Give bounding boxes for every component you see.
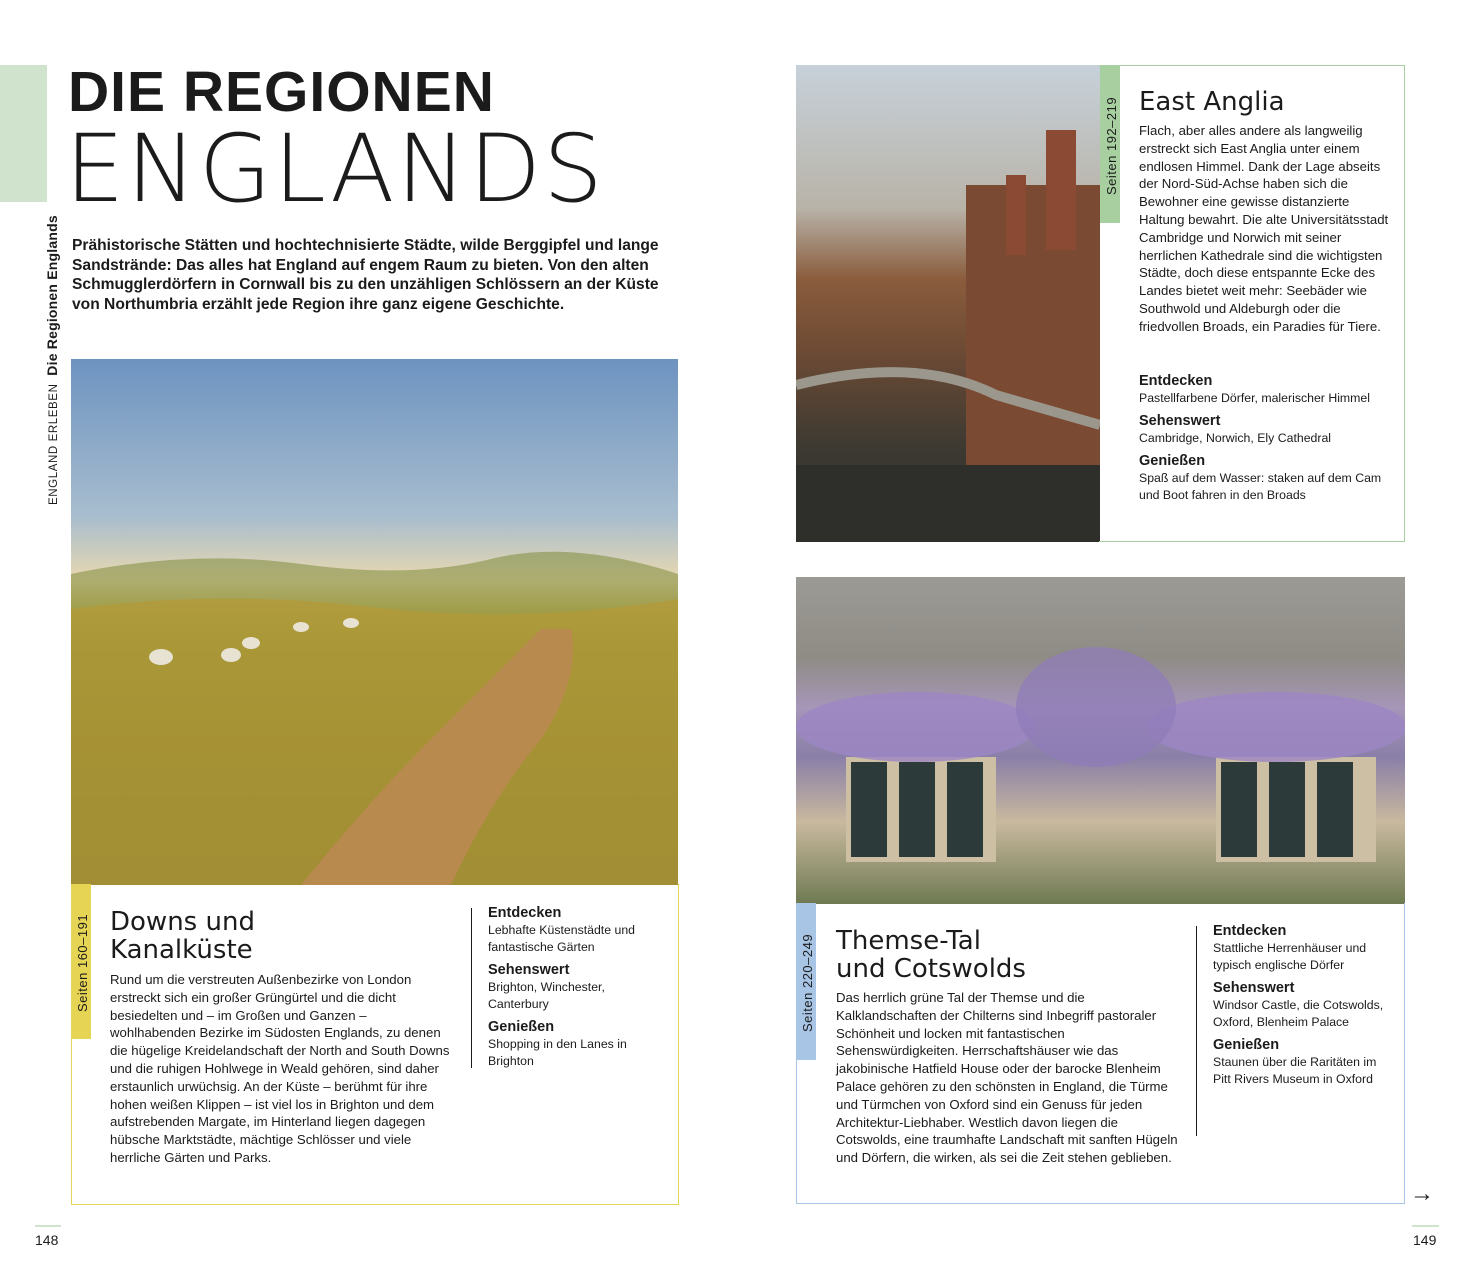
page-title-line1: DIE REGIONEN	[68, 60, 495, 124]
fact-label: Entdecken	[488, 905, 562, 921]
running-header-chapter: Die Regionen Englands	[44, 215, 60, 376]
running-header	[44, 215, 60, 505]
cotswolds-facts	[1213, 923, 1393, 1094]
fact-label: Entdecken	[1139, 373, 1213, 389]
downs-divider	[471, 908, 472, 1068]
downs-title-line1: Downs und	[110, 907, 255, 937]
fact-value: Staunen über die Raritäten im Pitt Rivers Museum in Oxford	[1213, 1055, 1377, 1086]
anglia-pages-label: Seiten 192–219	[1104, 96, 1119, 195]
fact-label: Sehenswert	[1139, 413, 1221, 429]
running-header-section: ENGLAND ERLEBEN	[48, 383, 60, 505]
fact-value: Stattliche Herrenhäuser und typisch englische Dörfer	[1213, 941, 1367, 972]
fact-value: Windsor Castle, die Cotswolds, Oxford, Blenheim Palace	[1213, 998, 1384, 1029]
page-number-right-rule	[1412, 1225, 1439, 1227]
page-number-right: 149	[1413, 1232, 1437, 1248]
fact-label: Entdecken	[1213, 923, 1287, 939]
fact-value: Shopping in den Lanes in Brighton	[488, 1037, 627, 1068]
downs-landscape-photo	[71, 359, 678, 885]
fact-label: Genießen	[1139, 453, 1206, 469]
cambridge-bridge-photo	[796, 65, 1100, 542]
cotswolds-title	[836, 927, 1176, 983]
fact-label: Genießen	[488, 1019, 555, 1035]
anglia-facts	[1139, 373, 1394, 510]
cotswolds-pages-label: Seiten 220–249	[800, 933, 815, 1032]
arrow-right-icon[interactable]: →	[1410, 1180, 1434, 1207]
fact-value: Lebhafte Küstenstädte und fantastische Gärten	[488, 923, 635, 954]
intro-text: Prähistorische Stätten und hochtechnisierte Städte, wilde Berggipfel und lange Sandstrände: Das alles hat England auf engem Raum zu bieten. Von den alten Schmugglerdörfern in Cornwall bis zu den unzähligen Schlössern an der Küste von Northumbria erzählt jede Region ihre ganz eigene Geschichte.	[72, 237, 659, 313]
downs-text: Rund um die verstreuten Außenbezirke von London erstreckt sich ein großer Grüngürtel und die dicht besiedelten und – im Großen und Ganzen – wohlhabenden Bezirke im Südosten Englands, zu denen die hügelige Kreidelandschaft der North and South Downs und die ruhigen Hohlwege in Weald gehören, sind daher erstaunlich urwüchsig. An der Küste – berühmt für ihre hohen weißen Klippen – ist viel los in Brighton und dem aufstrebenden Margate, im Hinterland liegen dagegen hübsche Marktstädte, mächtige Schlösser und viele herrliche Gärten und Parks.	[110, 972, 450, 1165]
cotswolds-divider	[1196, 926, 1197, 1136]
downs-title	[110, 908, 440, 964]
fact-value: Spaß auf dem Wasser: staken auf dem Cam und Boot fahren in den Broads	[1139, 471, 1382, 502]
fact-label: Sehenswert	[488, 962, 570, 978]
fact-value: Brighton, Winchester, Canterbury	[488, 980, 605, 1011]
cotswolds-title-line2: und Cotswolds	[836, 954, 1026, 984]
downs-pages-label: Seiten 160–191	[75, 913, 90, 1012]
cotswolds-wisteria-photo	[796, 577, 1405, 904]
anglia-text: Flach, aber alles andere als langweilig erstreckt sich East Anglia unter einem endlosen Himmel. Dank der Lage abseits der Nord-Süd-Achse haben sich die Bewohner eine gewisse distanzierte Haltung bewahrt. Die alte Universitätsstadt Cambridge und Norwich mit seiner herrlichen Kathedrale sind die wichtigsten Städte, doch diese entspannte Ecke des Landes bietet weit mehr: Seebäder wie Southwold und Aldeburgh oder die friedvollen Broads, ein Paradies für Tiere.	[1139, 123, 1389, 334]
fact-value: Cambridge, Norwich, Ely Cathedral	[1139, 431, 1332, 445]
edge-tab	[0, 65, 47, 202]
cotswolds-title-line1: Themse-Tal	[836, 926, 981, 956]
anglia-title: East Anglia	[1139, 87, 1285, 117]
cotswolds-text: Das herrlich grüne Tal der Themse und die Kalklandschaften der Chilterns sind Inbegriff pastoraler Schönheit und locken mit fantastischen Sehenswürdigkeiten. Herrschaftshäuser wie das jakobinische Hatfield House oder der barocke Blenheim Palace gehören zu den schönsten in England, die Türme und Türmchen von Oxford sind ein Genuss für jeden Architektur-Liebhaber. Westlich davon liegen die Cotswolds, eine traumhafte Landschaft mit sanften Hügeln und Dörfern, die wirken, als sei die Zeit stehen geblieben.	[836, 990, 1178, 1166]
fact-label: Genießen	[1213, 1037, 1280, 1053]
page-title-line2: ENGLANDS	[65, 115, 605, 224]
page-number-left: 148	[35, 1232, 59, 1248]
downs-facts	[488, 905, 668, 1076]
page-number-left-rule	[35, 1225, 61, 1227]
downs-title-line2: Kanalküste	[110, 935, 253, 965]
fact-label: Sehenswert	[1213, 980, 1295, 996]
fact-value: Pastellfarbene Dörfer, malerischer Himmel	[1139, 391, 1370, 405]
